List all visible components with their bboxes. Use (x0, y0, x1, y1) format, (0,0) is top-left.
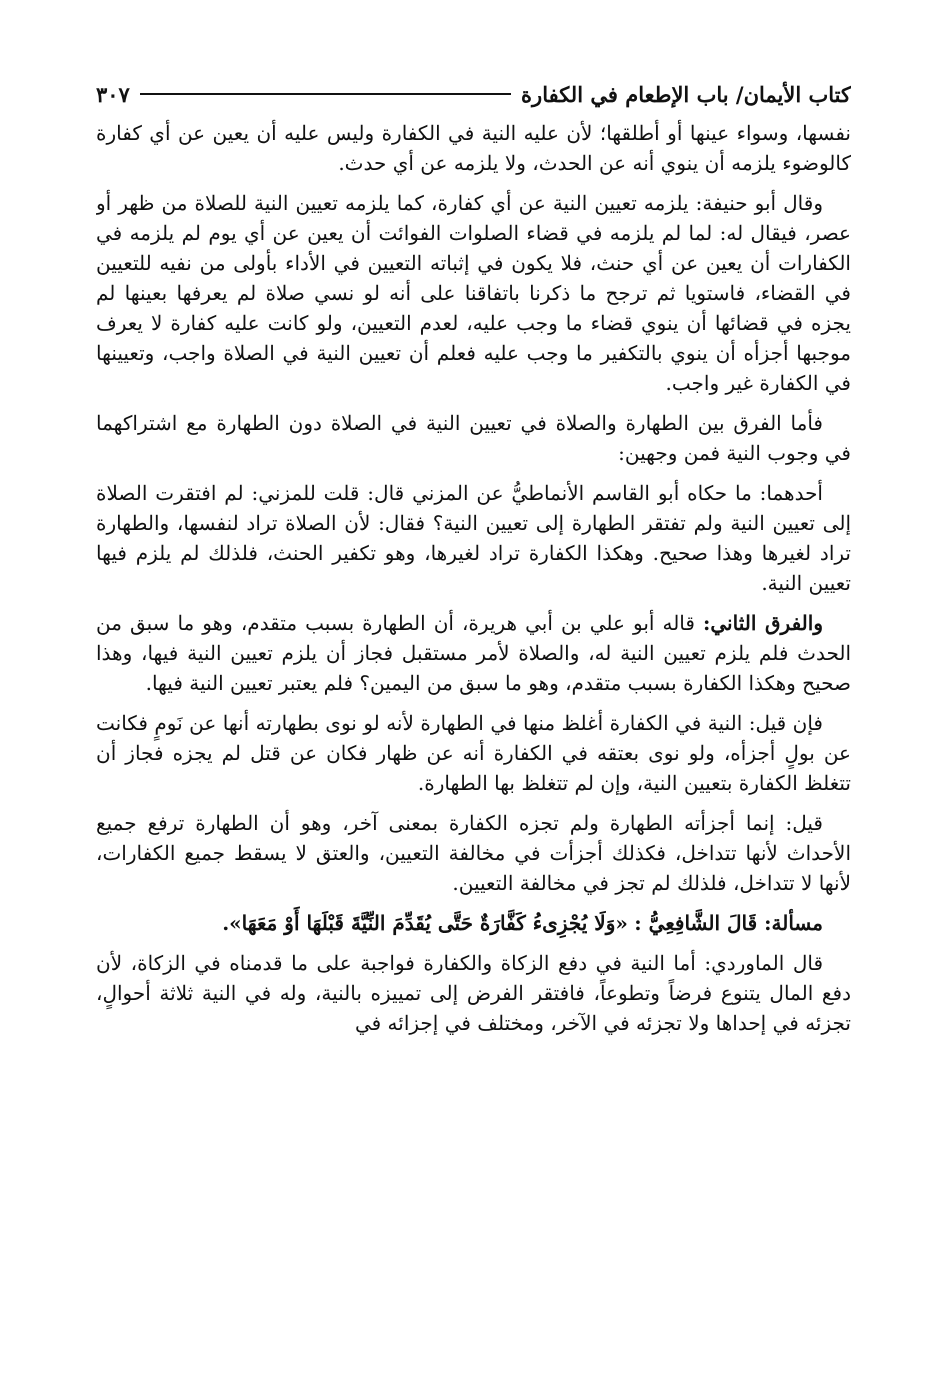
paragraph (96, 478, 851, 598)
issue-quote: «وَلَا يُجْزِىءُ كَفَّارَةٌ حَتَّى يُقَدِّمَ النِّيَّةَ قَبْلَهَا أَوْ مَعَهَا». (222, 911, 628, 935)
header-title: كتاب الأيمان/ باب الإطعام في الكفارة (521, 81, 851, 107)
paragraph-text: قال الماوردي: أما النية في دفع الزكاة والكفارة فواجبة على ما قدمناه في الزكاة، لأن دفع المال يتنوع فرضاً وتطوعاً، فافتقر الفرض إلى تمييزه بالنية، وله في النية ثلاثة أحوالٍ، تجزئه في إحداها ولا تجزئه في الآخر، ومختلف في إجزائه في (96, 951, 851, 1035)
paragraph (96, 948, 851, 1038)
paragraph (96, 808, 851, 898)
paragraph-text: أحدهما: ما حكاه أبو القاسم الأنماطيُّ عن المزني قال: قلت للمزني: لم افتقرت الصلاة إلى تعيين النية ولم تفتقر الطهارة إلى تعيين النية؟ فقال: لأن الصلاة تراد لنفسها، والطهارة تراد لغيرها وهذا صحيح. وهكذا الكفارة تراد لغيرها، وهو تكفير الحنث، فلذلك لم يلزم فيها تعيين النية. (96, 481, 851, 595)
paragraph-text: فأما الفرق بين الطهارة والصلاة في تعيين النية في الصلاة دون الطهارة مع اشتراكهما في وجوب النية فمن وجهين: (96, 411, 851, 465)
paragraph-text: قاله أبو علي بن أبي هريرة، أن الطهارة بسبب متقدم، وهو ما سبق من الحدث فلم يلزم تعيين النية له، والصلاة لأمر مستقبل فجاز أن يلزم تعيين النية فيها، وهذا صحيح وهكذا الكفارة بسبب متقدم، وهو ما سبق من اليمين؟ فلم يعتبر تعيين النية فيها. (96, 611, 851, 695)
page-number: ٣٠٧ (96, 81, 130, 107)
paragraph (96, 408, 851, 468)
paragraph-text: نفسها، وسواء عينها أو أطلقها؛ لأن عليه النية في الكفارة وليس عليه أن يعين عن أي كفارة كالوضوء يلزمه أن ينوي أنه عن الحدث، ولا يلزمه عن أي حدث. (96, 121, 851, 175)
header-rule (140, 93, 511, 95)
paragraph (96, 188, 851, 398)
paragraph (96, 708, 851, 798)
document-page (96, 74, 851, 1364)
paragraph-text: وقال أبو حنيفة: يلزمه تعيين النية عن أي كفارة، كما يلزمه تعيين النية للصلاة من ظهر أو عصر، فيقال له: لما لم يلزمه في قضاء الصلوات الفوائت أن يعين عن أي يوم لم يلزمه في الكفارات أن يعين عن أي حنث، فلا يكون في إثباته التعيين في الأداء بأولى من نفيه للتعيين في القضاء، فاستويا ثم ترجح ما ذكرنا باتفاقنا على أنه لو نسي صلاة لم يعرفها بعينها لم يجزه في قضائها أن ينوي قضاء ما وجب عليه، لعدم التعيين، ولو كانت عليه كفارة لا يعرف موجبها أجزأه أن ينوي بالتكفير ما وجب عليه فعلم أن تعيين النية في الصلاة واجب، وتعيينها في الكفارة غير واجب. (96, 191, 851, 395)
paragraph (96, 608, 851, 698)
running-header (96, 74, 851, 114)
issue-heading (96, 908, 851, 938)
body-text (96, 118, 851, 1038)
paragraph (96, 118, 851, 178)
paragraph-text: فإن قيل: النية في الكفارة أغلظ منها في الطهارة لأنه لو نوى بطهارته أنها عن نَومٍ فكانت عن بولٍ أجزأه، ولو نوى بعتقه في الكفارة أنه عن ظهار فكان عن قتل لم يجزه فجاز أن تتغلظ الكفارة بتعيين النية، وإن لم تتغلظ بها الطهارة. (96, 711, 851, 795)
paragraph-lead: والفرق الثاني: (702, 611, 823, 635)
paragraph-text: قيل: إنما أجزأته الطهارة ولم تجزه الكفارة بمعنى آخر، وهو أن الطهارة ترفع جميع الأحداث لأنها تتداخل، فكذلك أجزأت في مخالفة التعيين، والعتق لا يسقط جميع الكفارات، لأنها لا تتداخل، فلذلك لم تجز في مخالفة التعيين. (96, 811, 851, 895)
issue-label: مسألة: قَالَ الشَّافِعِيُّ : (634, 911, 823, 935)
